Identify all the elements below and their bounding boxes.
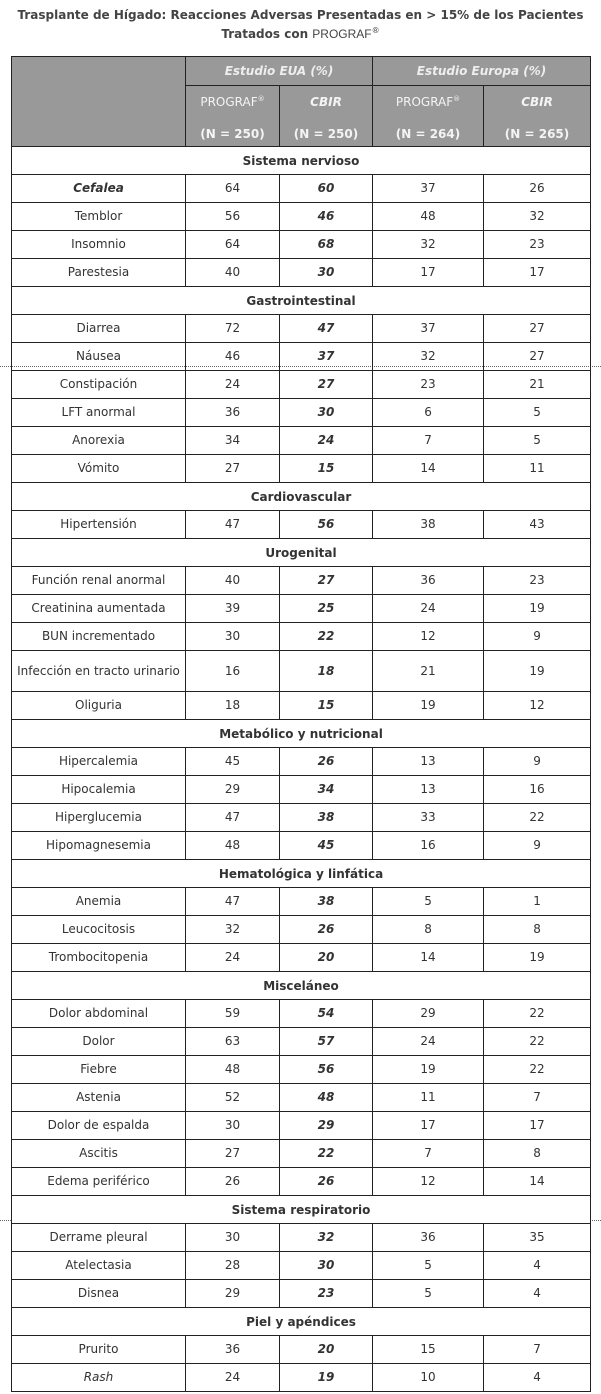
table-body [12,147,591,1392]
category-row [12,539,591,567]
reaction-label: LFT anormal [12,399,186,427]
reaction-label: Trombocitopenia [12,944,186,972]
value-prograf-europe: 32 [373,231,484,259]
reaction-label: Leucocitosis [12,916,186,944]
value-cbir-europe: 21 [484,371,591,399]
category-row [12,147,591,175]
reaction-label: Hipertensión [12,511,186,539]
reaction-label: Diarrea [12,315,186,343]
value-cbir-us: 38 [280,888,373,916]
value-prograf-europe: 33 [373,804,484,832]
value-cbir-us: 56 [280,1056,373,1084]
value-prograf-europe: 15 [373,1336,484,1364]
reaction-label: Hipercalemia [12,748,186,776]
value-cbir-europe: 22 [484,804,591,832]
reaction-label: Hipomagnesemia [12,832,186,860]
table-row [12,804,591,832]
header-column-name [484,92,590,109]
table-row [12,1336,591,1364]
header-column-name [186,92,279,109]
category-label: Sistema nervioso [12,147,591,175]
value-cbir-europe: 14 [484,1168,591,1196]
value-prograf-us: 56 [186,203,280,231]
value-cbir-europe: 17 [484,1112,591,1140]
value-prograf-europe: 36 [373,1224,484,1252]
value-prograf-us: 29 [186,1280,280,1308]
header-column-n: (N = 264) [395,126,461,141]
value-prograf-us: 64 [186,231,280,259]
table-row [12,748,591,776]
category-label: Hematológica y linfática [12,860,591,888]
category-row [12,1308,591,1336]
table-row [12,259,591,287]
table-row [12,888,591,916]
value-prograf-us: 47 [186,804,280,832]
value-cbir-europe: 22 [484,1028,591,1056]
value-cbir-europe: 9 [484,832,591,860]
title-line-1: Trasplante de Hígado: Reacciones Adversas Presentadas en > 15% de los Pacientes [17,8,584,22]
value-prograf-europe: 36 [373,567,484,595]
value-cbir-europe: 5 [484,427,591,455]
header-column-n: (N = 265) [504,126,570,141]
header-column-3 [484,86,591,147]
category-label: Misceláneo [12,972,591,1000]
value-prograf-us: 72 [186,315,280,343]
title-line-2 [0,23,601,42]
table-row [12,203,591,231]
reaction-label: Insomnio [12,231,186,259]
value-cbir-europe: 26 [484,175,591,203]
value-cbir-europe: 4 [484,1280,591,1308]
header-empty-cell [12,57,186,147]
header-column-n: (N = 250) [293,126,359,141]
table-row [12,1252,591,1280]
reaction-label: Rash [12,1364,186,1392]
category-row [12,860,591,888]
value-cbir-europe: 27 [484,343,591,371]
category-label: Sistema respiratorio [12,1196,591,1224]
header-column-0 [186,86,280,147]
reaction-label: Constipación [12,371,186,399]
value-cbir-us: 26 [280,1168,373,1196]
reaction-label: Atelectasia [12,1252,186,1280]
table-row [12,455,591,483]
value-cbir-us: 15 [280,455,373,483]
value-prograf-us: 40 [186,567,280,595]
table-row [12,1028,591,1056]
value-cbir-us: 25 [280,595,373,623]
category-row [12,972,591,1000]
table-row [12,231,591,259]
value-prograf-us: 32 [186,916,280,944]
value-prograf-us: 36 [186,1336,280,1364]
value-cbir-europe: 22 [484,1056,591,1084]
value-prograf-europe: 24 [373,1028,484,1056]
value-prograf-us: 48 [186,832,280,860]
value-cbir-europe: 12 [484,692,591,720]
value-prograf-us: 46 [186,343,280,371]
value-cbir-us: 56 [280,511,373,539]
category-row [12,720,591,748]
category-row [12,483,591,511]
value-prograf-europe: 23 [373,371,484,399]
table-row [12,511,591,539]
value-prograf-us: 26 [186,1168,280,1196]
value-prograf-us: 24 [186,944,280,972]
table-row [12,399,591,427]
value-cbir-us: 23 [280,1280,373,1308]
value-prograf-us: 27 [186,455,280,483]
header-column-name [373,92,483,109]
table-row [12,1364,591,1392]
value-prograf-us: 45 [186,748,280,776]
value-prograf-europe: 12 [373,623,484,651]
reaction-label: Oliguria [12,692,186,720]
value-prograf-us: 47 [186,511,280,539]
value-cbir-europe: 32 [484,203,591,231]
header-group-us: Estudio EUA (%) [186,57,373,86]
value-cbir-europe: 23 [484,567,591,595]
value-prograf-europe: 7 [373,427,484,455]
table-row [12,944,591,972]
value-cbir-us: 38 [280,804,373,832]
category-row [12,287,591,315]
value-cbir-europe: 4 [484,1252,591,1280]
value-prograf-europe: 19 [373,692,484,720]
value-prograf-europe: 29 [373,1000,484,1028]
value-cbir-europe: 8 [484,1140,591,1168]
value-cbir-us: 30 [280,259,373,287]
header-column-2 [373,86,484,147]
table-row [12,651,591,692]
value-cbir-us: 30 [280,1252,373,1280]
reaction-label: Fiebre [12,1056,186,1084]
value-cbir-us: 22 [280,623,373,651]
table-row [12,567,591,595]
value-prograf-us: 34 [186,427,280,455]
table-row [12,315,591,343]
value-prograf-europe: 19 [373,1056,484,1084]
value-cbir-us: 47 [280,315,373,343]
value-prograf-europe: 7 [373,1140,484,1168]
table-title [0,8,601,42]
value-cbir-europe: 8 [484,916,591,944]
value-prograf-us: 28 [186,1252,280,1280]
title-registered-mark: ® [371,26,380,35]
reaction-label: Hiperglucemia [12,804,186,832]
header-column-name-text: CBIR [310,94,342,109]
reaction-label: Prurito [12,1336,186,1364]
table-row [12,427,591,455]
value-prograf-europe: 21 [373,651,484,692]
value-prograf-us: 59 [186,1000,280,1028]
value-cbir-us: 37 [280,343,373,371]
value-prograf-us: 24 [186,371,280,399]
header-column-n: (N = 250) [200,126,265,141]
value-cbir-us: 46 [280,203,373,231]
value-prograf-europe: 37 [373,315,484,343]
value-prograf-us: 30 [186,623,280,651]
title-line-2-text: Tratados con [221,27,313,41]
value-cbir-us: 32 [280,1224,373,1252]
value-cbir-us: 20 [280,944,373,972]
value-cbir-us: 18 [280,651,373,692]
value-prograf-europe: 10 [373,1364,484,1392]
value-cbir-us: 27 [280,567,373,595]
value-prograf-us: 18 [186,692,280,720]
reaction-label: Ascitis [12,1140,186,1168]
header-column-name-text: PROGRAF [395,94,454,109]
value-cbir-us: 26 [280,748,373,776]
table-row [12,1168,591,1196]
value-prograf-europe: 5 [373,1280,484,1308]
value-cbir-us: 48 [280,1084,373,1112]
value-prograf-us: 64 [186,175,280,203]
value-prograf-europe: 14 [373,455,484,483]
category-label: Urogenital [12,539,591,567]
value-cbir-europe: 19 [484,944,591,972]
value-prograf-europe: 6 [373,399,484,427]
value-cbir-us: 15 [280,692,373,720]
value-cbir-europe: 17 [484,259,591,287]
value-prograf-us: 40 [186,259,280,287]
value-cbir-europe: 7 [484,1336,591,1364]
value-prograf-us: 27 [186,1140,280,1168]
value-cbir-europe: 22 [484,1000,591,1028]
value-cbir-us: 57 [280,1028,373,1056]
value-cbir-europe: 9 [484,623,591,651]
header-registered-mark: ® [453,94,461,103]
table-row [12,1056,591,1084]
header-column-name [280,92,372,109]
reaction-label: BUN incrementado [12,623,186,651]
value-prograf-europe: 13 [373,748,484,776]
value-prograf-europe: 16 [373,832,484,860]
reaction-label: Parestesia [12,259,186,287]
value-prograf-europe: 5 [373,1252,484,1280]
reaction-label: Hipocalemia [12,776,186,804]
value-cbir-europe: 9 [484,748,591,776]
value-prograf-europe: 24 [373,595,484,623]
header-column-1 [280,86,373,147]
value-cbir-us: 68 [280,231,373,259]
value-cbir-us: 60 [280,175,373,203]
reaction-label: Función renal anormal [12,567,186,595]
value-cbir-us: 26 [280,916,373,944]
table-row [12,1280,591,1308]
value-prograf-europe: 13 [373,776,484,804]
header-column-name-text: CBIR [521,94,553,109]
title-brand: PROGRAF [312,27,372,41]
value-prograf-europe: 38 [373,511,484,539]
value-cbir-us: 19 [280,1364,373,1392]
table-row [12,1000,591,1028]
reaction-label: Dolor [12,1028,186,1056]
value-cbir-europe: 43 [484,511,591,539]
reaction-label: Infección en tracto urinario [12,651,186,692]
table-row [12,776,591,804]
table-row [12,1112,591,1140]
table-row [12,623,591,651]
category-label: Piel y apéndices [12,1308,591,1336]
value-prograf-europe: 8 [373,916,484,944]
reaction-label: Anemia [12,888,186,916]
reaction-label: Cefalea [12,175,186,203]
category-label: Gastrointestinal [12,287,591,315]
header-row-groups [12,57,591,86]
table-row [12,175,591,203]
value-cbir-us: 30 [280,399,373,427]
value-prograf-us: 16 [186,651,280,692]
value-cbir-europe: 16 [484,776,591,804]
value-prograf-us: 30 [186,1112,280,1140]
value-cbir-europe: 4 [484,1364,591,1392]
table-row [12,832,591,860]
value-cbir-us: 54 [280,1000,373,1028]
value-prograf-us: 63 [186,1028,280,1056]
header-registered-mark: ® [257,94,265,103]
value-cbir-us: 29 [280,1112,373,1140]
value-prograf-europe: 17 [373,259,484,287]
reaction-label: Anorexia [12,427,186,455]
table-row [12,595,591,623]
value-prograf-europe: 17 [373,1112,484,1140]
category-label: Cardiovascular [12,483,591,511]
header-group-europe: Estudio Europa (%) [373,57,591,86]
table-row [12,692,591,720]
reaction-label: Derrame pleural [12,1224,186,1252]
reaction-label: Disnea [12,1280,186,1308]
value-prograf-europe: 14 [373,944,484,972]
value-prograf-europe: 5 [373,888,484,916]
value-prograf-europe: 48 [373,203,484,231]
table-row [12,1084,591,1112]
value-prograf-us: 29 [186,776,280,804]
value-prograf-us: 52 [186,1084,280,1112]
category-row [12,1196,591,1224]
value-prograf-europe: 37 [373,175,484,203]
table-row [12,1140,591,1168]
header-column-name-text: PROGRAF [200,94,258,109]
value-cbir-us: 24 [280,427,373,455]
value-cbir-us: 22 [280,1140,373,1168]
reaction-label: Astenia [12,1084,186,1112]
value-prograf-us: 24 [186,1364,280,1392]
value-cbir-europe: 11 [484,455,591,483]
reaction-label: Temblor [12,203,186,231]
value-cbir-us: 27 [280,371,373,399]
value-cbir-europe: 35 [484,1224,591,1252]
value-prograf-us: 39 [186,595,280,623]
value-cbir-europe: 5 [484,399,591,427]
value-prograf-us: 30 [186,1224,280,1252]
table-row [12,1224,591,1252]
reaction-label: Creatinina aumentada [12,595,186,623]
value-cbir-europe: 1 [484,888,591,916]
value-cbir-europe: 23 [484,231,591,259]
value-cbir-europe: 19 [484,651,591,692]
value-cbir-europe: 7 [484,1084,591,1112]
reaction-label: Dolor de espalda [12,1112,186,1140]
table-row [12,371,591,399]
reaction-label: Vómito [12,455,186,483]
value-prograf-europe: 11 [373,1084,484,1112]
value-prograf-europe: 12 [373,1168,484,1196]
value-cbir-us: 45 [280,832,373,860]
value-prograf-europe: 32 [373,343,484,371]
reaction-label: Náusea [12,343,186,371]
value-prograf-us: 47 [186,888,280,916]
table-row [12,916,591,944]
table-row [12,343,591,371]
value-prograf-us: 36 [186,399,280,427]
value-prograf-us: 48 [186,1056,280,1084]
value-cbir-europe: 27 [484,315,591,343]
reaction-label: Edema periférico [12,1168,186,1196]
reaction-label: Dolor abdominal [12,1000,186,1028]
value-cbir-us: 20 [280,1336,373,1364]
adverse-reactions-table [11,56,591,1392]
value-cbir-us: 34 [280,776,373,804]
value-cbir-europe: 19 [484,595,591,623]
category-label: Metabólico y nutricional [12,720,591,748]
